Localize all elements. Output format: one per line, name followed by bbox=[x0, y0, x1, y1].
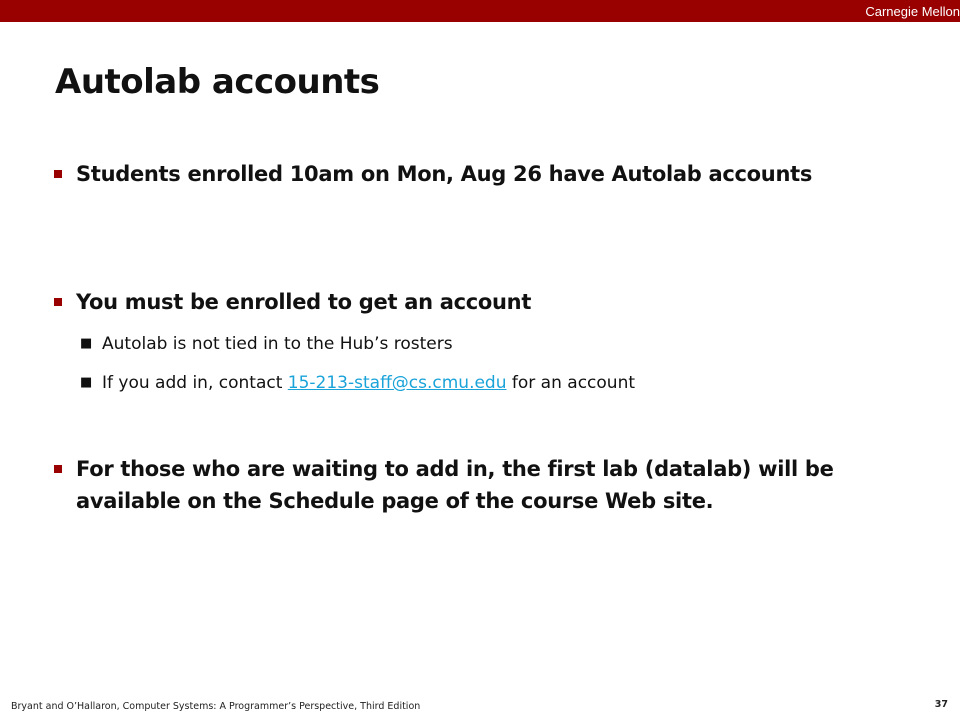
arrow-bullet-icon: ■ bbox=[80, 336, 93, 351]
staff-email-link[interactable]: 15-213-staff@cs.cmu.edu bbox=[287, 373, 507, 393]
page-number: 37 bbox=[934, 699, 948, 710]
slide-title: Autolab accounts bbox=[55, 62, 380, 102]
sub-bullet-text: Autolab is not tied in to the Hub’s rosters bbox=[102, 334, 453, 354]
square-bullet-icon bbox=[54, 465, 62, 473]
arrow-bullet-icon: ■ bbox=[80, 375, 93, 390]
contact-suffix: for an account bbox=[506, 373, 636, 393]
bullet-text: Students enrolled 10am on Mon, Aug 26 have Autolab accounts bbox=[76, 162, 813, 186]
square-bullet-icon bbox=[54, 170, 62, 178]
square-bullet-icon bbox=[54, 298, 62, 306]
footer-citation: Bryant and O’Hallaron, Computer Systems: A Programmer’s Perspective, Third Edition bbox=[11, 701, 421, 712]
bullet-text: You must be enrolled to get an account bbox=[76, 290, 532, 314]
contact-prefix: If you add in, contact bbox=[102, 373, 288, 393]
brand-name: Carnegie Mellon bbox=[865, 4, 960, 19]
bullet-text: For those who are waiting to add in, the first lab (datalab) will be available on the Schedule page of the course Web site. bbox=[76, 457, 834, 513]
sub-bullet-text bbox=[102, 372, 635, 394]
